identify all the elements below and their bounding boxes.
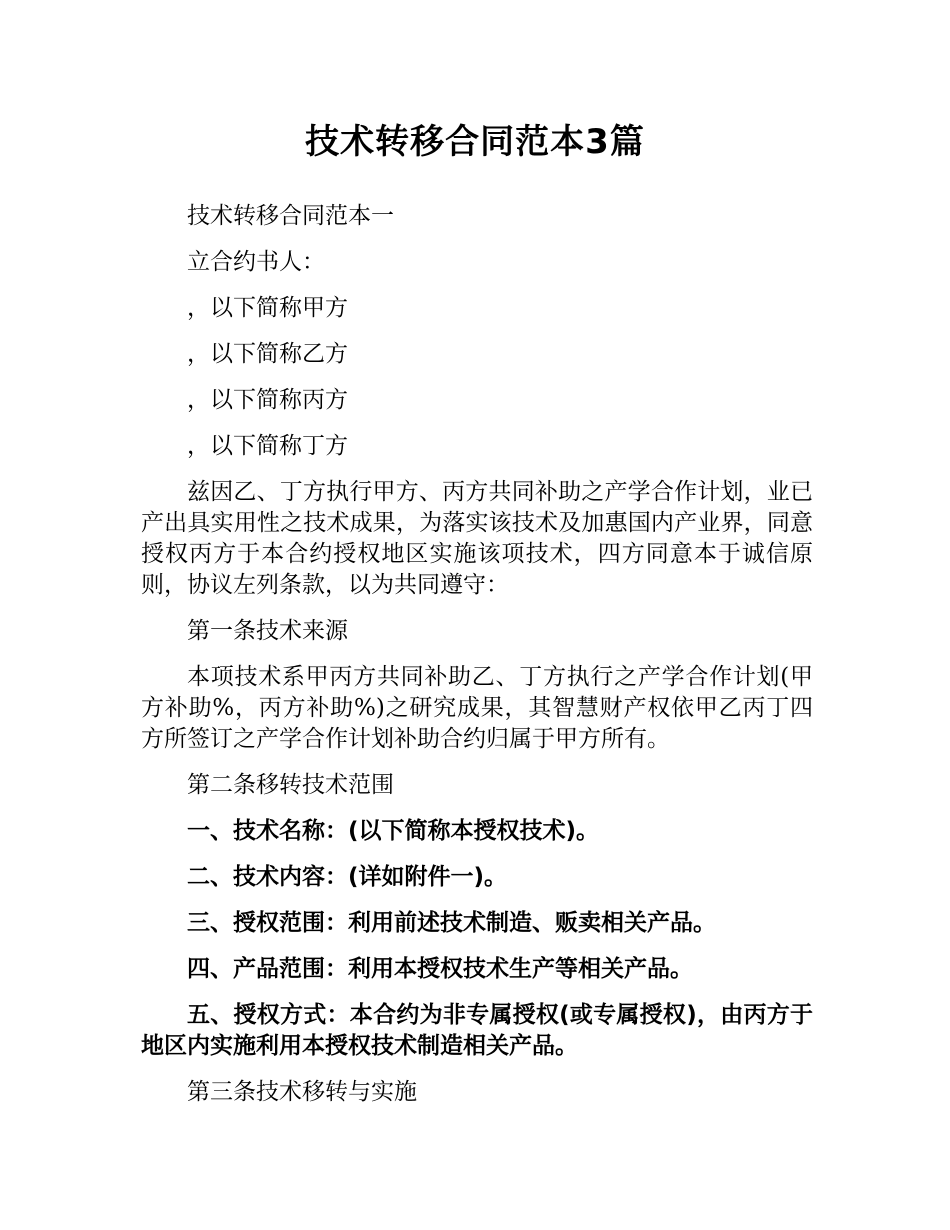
clause-item: 一、技术名称：(以下简称本授权技术)。: [187, 818, 600, 844]
article-heading: 第一条技术来源: [187, 618, 348, 644]
paragraph: 立合约书人：: [187, 249, 325, 275]
paragraph: 本项技术系甲丙方共同补助乙、丁方执行之产学合作计划(甲方补助%，丙方补助%)之研究成果，其智慧财产权依甲乙丙丁四方所签订之产学合作计划补助合约归属于甲方所有。: [141, 664, 813, 752]
document-title: 技术转移合同范本3篇: [305, 122, 645, 162]
clause-item: 二、技术内容：(详如附件一)。: [187, 864, 508, 890]
article-heading: 第三条技术移转与实施: [187, 1079, 417, 1105]
paragraph: ，以下简称丁方: [187, 433, 348, 459]
paragraph: ，以下简称乙方: [187, 341, 348, 367]
paragraph: ，以下简称甲方: [187, 295, 348, 321]
paragraph: 兹因乙、丁方执行甲方、丙方共同补助之产学合作计划，业已产出具实用性之技术成果，为落实该技术及加惠国内产业界，同意授权丙方于本合约授权地区实施该项技术，四方同意本于诚信原则，协议左列条款，以为共同遵守：: [141, 479, 813, 598]
document-body: [141, 201, 813, 1123]
article-heading: 第二条移转技术范围: [187, 772, 394, 798]
paragraph: ，以下简称丙方: [187, 387, 348, 413]
clause-item: 四、产品范围：利用本授权技术生产等相关产品。: [187, 956, 693, 982]
paragraph: 技术转移合同范本一: [187, 203, 394, 229]
clause-item: 五、授权方式：本合约为非专属授权(或专属授权)，由丙方于地区内实施利用本授权技术制造相关产品。: [141, 1002, 813, 1059]
clause-item: 三、授权范围：利用前述技术制造、贩卖相关产品。: [187, 910, 716, 936]
